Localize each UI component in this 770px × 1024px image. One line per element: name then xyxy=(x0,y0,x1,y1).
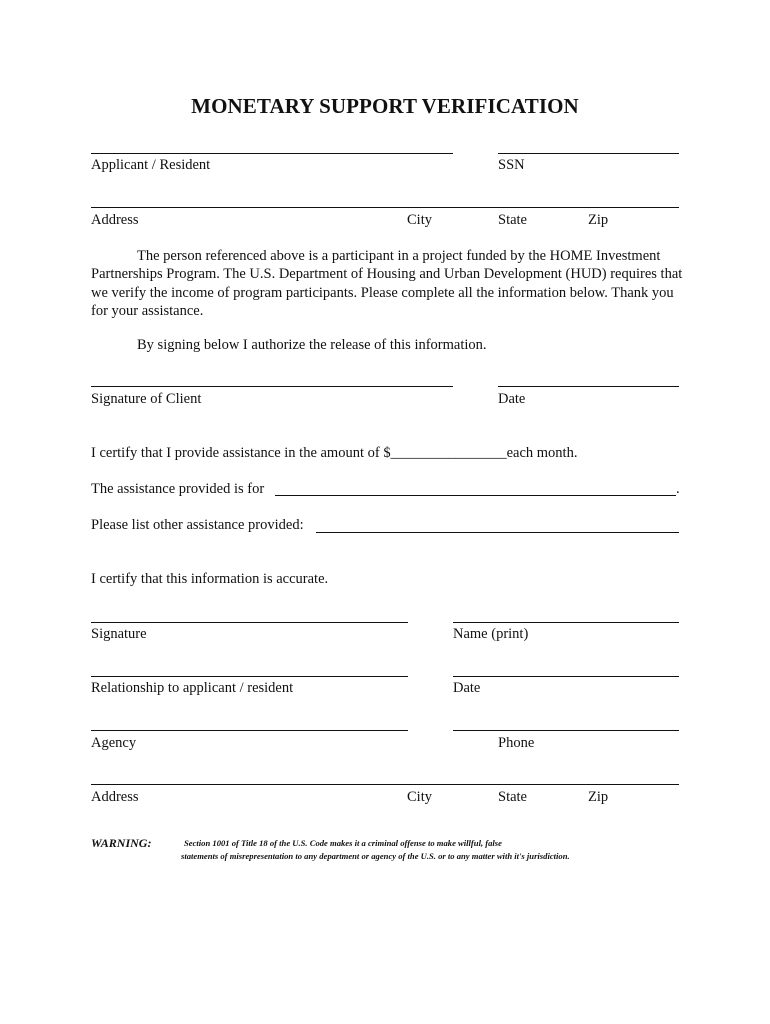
warning-line-1: Section 1001 of Title 18 of the U.S. Code makes it a criminal offense to make willful, false xyxy=(184,838,502,848)
relationship-label: Relationship to applicant / resident xyxy=(91,680,294,696)
intro-paragraph-text: The person referenced above is a participant in a project funded by the HOME Investment Partnerships Program. The U.S. Department of Housing and Urban Development (HUD) requires that we verify the income of program participants. Please complete all the information below. Thank you for your assistance. xyxy=(91,248,683,319)
relationship-line[interactable] xyxy=(91,676,408,677)
provider-signature-line[interactable] xyxy=(91,622,408,623)
warning-label: WARNING: xyxy=(91,836,152,850)
city-label: City xyxy=(407,212,432,228)
certify-accurate-text: I certify that this information is accurate. xyxy=(91,571,329,587)
intro-paragraph xyxy=(91,247,691,320)
provider-date-line[interactable] xyxy=(453,676,679,677)
client-signature-label: Signature of Client xyxy=(91,391,202,407)
ssn-line[interactable] xyxy=(498,153,679,154)
provider-address-line[interactable] xyxy=(91,784,679,785)
state-label: State xyxy=(498,212,527,228)
client-date-line[interactable] xyxy=(498,386,679,387)
form-title: MONETARY SUPPORT VERIFICATION xyxy=(191,94,579,118)
zip-label: Zip xyxy=(588,212,609,228)
warning-line-2: statements of misrepresentation to any department or agency of the U.S. or to any matter with it's jurisdiction. xyxy=(181,851,570,861)
other-assistance-line[interactable] xyxy=(316,532,679,533)
other-assistance-label: Please list other assistance provided: xyxy=(91,517,304,533)
amount-blank[interactable]: ________________ xyxy=(390,445,507,461)
certify-amount-suffix: each month. xyxy=(506,445,578,461)
client-signature-line[interactable] xyxy=(91,386,453,387)
provider-name-line[interactable] xyxy=(453,622,679,623)
agency-line[interactable] xyxy=(91,730,408,731)
certify-amount-row xyxy=(91,445,577,462)
provider-state-label: State xyxy=(498,789,527,805)
provider-zip-label: Zip xyxy=(588,789,609,805)
provided-for-label: The assistance provided is for xyxy=(91,481,265,497)
authorize-text: By signing below I authorize the release of this information. xyxy=(137,337,487,353)
provided-for-line[interactable] xyxy=(275,495,676,496)
address-label: Address xyxy=(91,212,139,228)
phone-line[interactable] xyxy=(453,730,679,731)
provider-name-label: Name (print) xyxy=(453,626,529,642)
applicant-address-line[interactable] xyxy=(91,207,679,208)
provided-for-period: . xyxy=(676,481,680,497)
provider-address-label: Address xyxy=(91,789,139,805)
provider-date-label: Date xyxy=(453,680,481,696)
agency-label: Agency xyxy=(91,735,137,751)
applicant-label: Applicant / Resident xyxy=(91,157,211,173)
ssn-label: SSN xyxy=(498,157,525,173)
applicant-signature-line[interactable] xyxy=(91,153,453,154)
provider-signature-label: Signature xyxy=(91,626,147,642)
provider-city-label: City xyxy=(407,789,432,805)
phone-label: Phone xyxy=(498,735,535,751)
client-date-label: Date xyxy=(498,391,526,407)
certify-amount-prefix: I certify that I provide assistance in the amount of $ xyxy=(91,445,391,461)
